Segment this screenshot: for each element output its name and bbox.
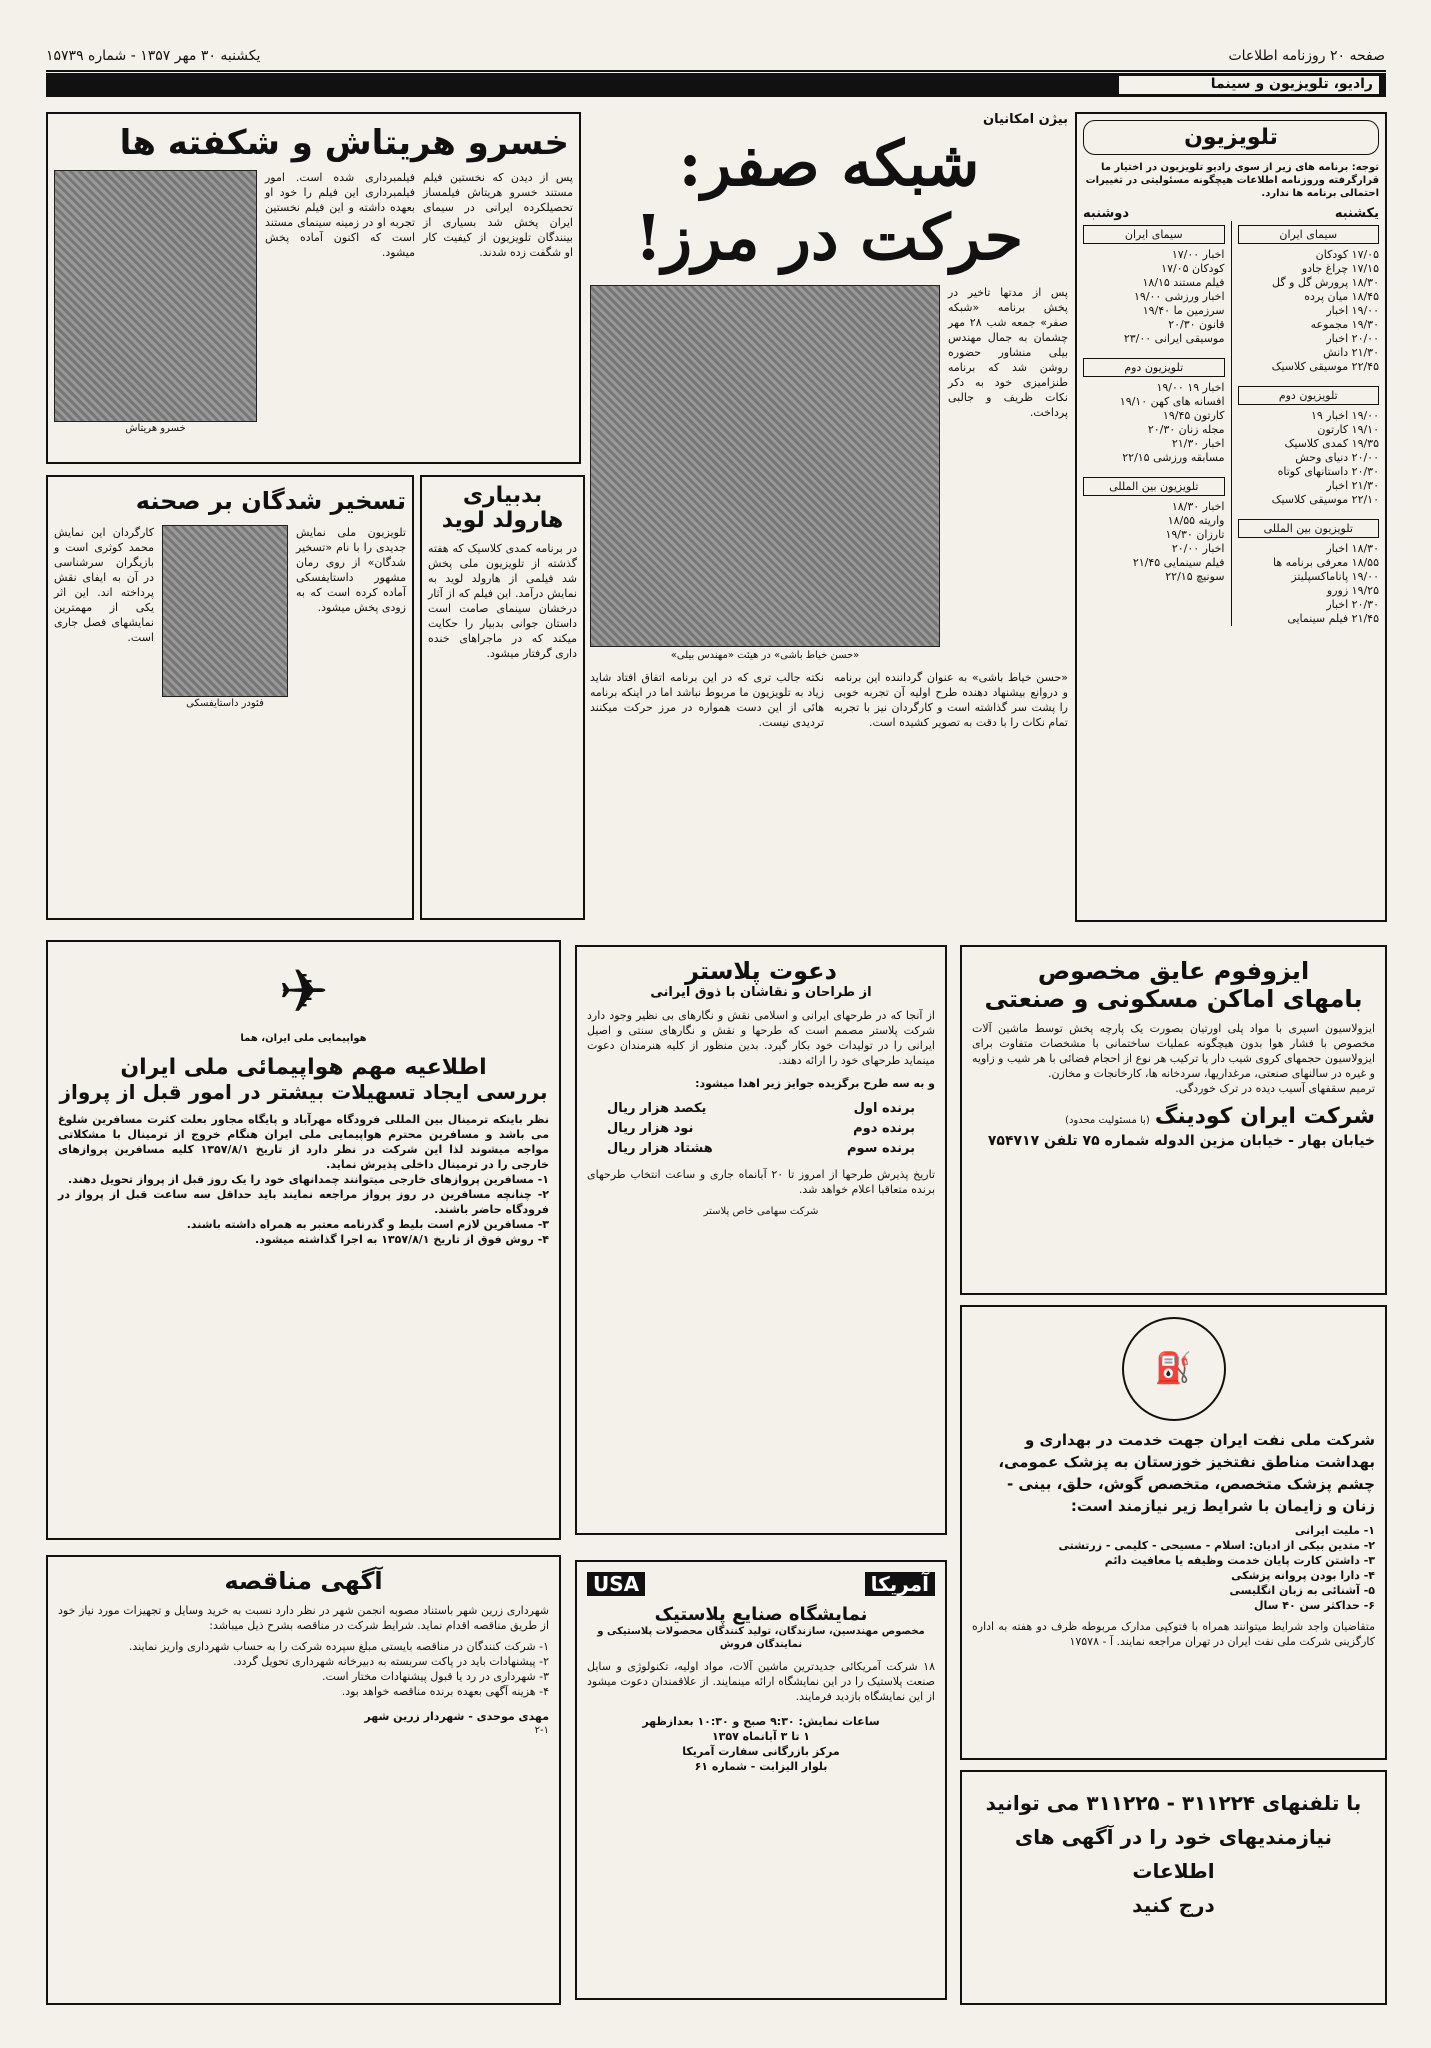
naft-footer: متقاضیان واجد شرایط میتوانند همراه با فتوکپی مدارک مربوطه ظرف دو هفته به اداره کارگزینی شرکت ملی نفت ایران در تهران مراجعه نمایند. آ - ۱۷۵۷۸ [972, 1620, 1375, 1648]
tv-program: ۲۲/۱۰ موسیقی کلاسیک [1271, 493, 1379, 506]
isofoam-address: خیابان بهار - خیابان مزین الدوله شماره ۷۵ تلفن ۷۵۴۷۱۷ [987, 1133, 1375, 1149]
tv-program: واریته ۱۸/۵۵ [1167, 514, 1225, 527]
tv-program: سونیچ ۲۲/۱۵ [1165, 570, 1225, 583]
monaqese-title: آگهی مناقصه [224, 1567, 383, 1595]
monaqese-code: ۲-۱ [534, 1725, 549, 1736]
tv-program: موسیقی ایرانی ۲۳/۰۰ [1123, 332, 1225, 345]
monaqese-items [58, 1639, 549, 1699]
isofoam-note: ترمیم سقفهای آسیب دیده در ترک خوردگی. [1175, 1082, 1375, 1095]
tv-program: ۱۸/۳۰ اخبار [1326, 542, 1379, 555]
khosrow-photo [54, 170, 257, 422]
tv-program: ۲۱/۳۰ دانش [1323, 346, 1379, 359]
masthead-rule [46, 70, 1386, 72]
tv-program: ۱۹/۳۵ کمدی کلاسیک [1284, 437, 1379, 450]
tv-list-sun-ch3 [1238, 542, 1380, 626]
usa-address: بلوار الیزابت - شماره ۶۱ [694, 1760, 828, 1773]
tv-list-sun-ch2 [1238, 409, 1380, 507]
tv-guide-title: تلویزیون [1083, 120, 1379, 155]
taskhir-article [46, 475, 414, 920]
isofoam-ad [960, 945, 1387, 1295]
tv-program: ۱۹/۱۰ کارتون [1317, 423, 1379, 436]
dawat-body: از آنجا که در طرحهای ایرانی و اسلامی نقش و نگارهای بی نظیر وجود دارد شرکت پلاستر مصمم است که طرحها و نقش و نگارهای سنتی و اصیل ایرانی را در تولیدات خود بکار گیرد. بدین منظور از کلیه هنرمندان دعوت مینماید طرحهای خود را ارائه دهند. [587, 1009, 935, 1067]
usa-body: ۱۸ شرکت آمریکائی جدیدترین ماشین آلات، مواد اولیه، تکنولوژی و سایل صنعت پلاستیک را در این نمایشگاه ارائه مینمایند. از علاقمندان دعوت میشود از این نمایشگاه بازدید فرمایند. [587, 1660, 935, 1703]
prize-row [607, 1139, 915, 1159]
tv-day-monday: دوشنبه [1083, 206, 1130, 221]
isofoam-company: شرکت ایران کودینگ [1154, 1104, 1375, 1129]
homa-logo-text: هواپیمایی ملی ایران، هما [240, 1033, 367, 1044]
naft-item: ۶- حداکثر سن ۴۰ سال [1253, 1599, 1375, 1612]
homa-item: ۲- چنانچه مسافرین در روز پرواز مراجعه نمایند باید حداقل سه ساعت قبل از پرواز در فرودگاه حاضر باشند. [58, 1188, 549, 1216]
tv-program: ۱۹/۳۰ مجموعه [1310, 318, 1379, 331]
naft-items [972, 1523, 1375, 1613]
haroldlloyd-headline-2: هارولد لوید [441, 508, 564, 533]
dawat-company: شرکت سهامی خاص پلاستر [703, 1206, 819, 1217]
naft-ad [960, 1305, 1387, 1760]
usa-place: مرکز بازرگانی سفارت آمریکا [682, 1745, 840, 1758]
tv-program: ۲۲/۴۵ موسیقی کلاسیک [1271, 360, 1379, 373]
haroldlloyd-article [420, 475, 585, 920]
haroldlloyd-headline-1: بدبیاری [462, 483, 543, 508]
prize-row [607, 1099, 915, 1119]
taskhir-body-1: تلویزیون ملی نمایش جدیدی را با نام «تسخیر شدگان» از روی رمان مشهور داستایفسکی آماده کرده است که به زودی پخش میشود. [296, 526, 406, 614]
shabake-body-1: پس از مدتها تاخیر در پخش برنامه «شبکه صفر» جمعه شب ۲۸ مهر چشمان به جمال مهندس بیلی منشاور حضوره روشن شد که برنامه طنزامیزی خود به دکر نکات ظریف و جالبی پرداخت. [948, 286, 1068, 419]
khosrow-headline: خسرو هریتاش و شکفته ها [119, 123, 569, 163]
naft-item: ۴- دارا بودن پروانه پزشکی [1231, 1569, 1375, 1582]
shabake-body-3: نکته جالب تری که در این برنامه اتفاق افتاد شاید زیاد به تلویزیون ما مربوط نباشد اما در اینکه برنامه هائی از این دست همواره در مرز حرکت میکنند تردیدی نیست. [590, 671, 824, 729]
isofoam-company-note: (با مسئولیت محدود) [1065, 1115, 1150, 1126]
tv-program: مسابقه ورزشی ۲۲/۱۵ [1122, 451, 1225, 464]
phones-line-2: نیازمندیهای خود را در آگهی های اطلاعات [1014, 1825, 1333, 1883]
isofoam-title-1: ایزوفوم عایق مخصوص [1037, 957, 1310, 985]
tv-program: ۱۸/۵۵ معرفی برنامه ها [1272, 556, 1379, 569]
tv-program: اخبار ۲۱/۳۰ [1171, 437, 1225, 450]
homa-item: ۳- مسافرین لازم است بلیط و گذرنامه معتبر به همراه داشته باشند. [186, 1218, 549, 1231]
tv-guide [1075, 112, 1387, 922]
isofoam-title-2: بامهای اماکن مسکونی و صنعتی [984, 985, 1363, 1013]
tv-program: ۱۷/۱۵ چراغ جادو [1301, 262, 1379, 275]
tv-program: اخبار ۱۹ ۱۹/۰۰ [1156, 381, 1225, 394]
tv-channel-label: تلویزیون بین المللی [1238, 519, 1380, 538]
tv-list-mon-ch1 [1083, 248, 1225, 346]
tv-program: ۲۱/۳۰ اخبار [1326, 479, 1379, 492]
shabake-photo-caption: «حسن خیاط باشی» در هیئت «مهندس بیلی» [670, 650, 860, 661]
phones-line-3: درج کنید [1132, 1893, 1215, 1917]
monaqese-item: ۱- شرکت کنندگان در مناقصه بایستی مبلغ سپرده شرکت را به حساب شهرداری واریز نمایند. [128, 1640, 549, 1653]
tv-program: ۱۷/۰۵ کودکان [1315, 248, 1379, 261]
tv-program: ۲۰/۳۰ اخبار [1326, 598, 1379, 611]
tv-program: ۲۰/۰۰ اخبار [1326, 332, 1379, 345]
tv-program: قانون ۲۰/۳۰ [1168, 318, 1225, 331]
monaqese-body: شهرداری زرین شهر باستناد مصوبه انجمن شهر در نظر دارد نسبت به خرید وسایل و تجهیزات مورد نیاز خود از طریق مناقصه اقدام نماید. شرایط شرکت در مناقصه بشرح ذیل میباشد: [58, 1604, 549, 1632]
prize-amount: هشتاد هزار ریال [607, 1141, 713, 1156]
usa-title: نمایشگاه صنایع پلاستیک [654, 1604, 868, 1625]
section-title: رادیو، تلویزیون و سینما [1119, 76, 1379, 94]
taskhir-photo [162, 525, 288, 697]
usa-ad [575, 1560, 947, 2000]
shabake-article [590, 112, 1068, 922]
naft-item: ۵- آشنائی به زبان انگلیسی [1229, 1584, 1375, 1597]
monaqese-item: ۲- پیشنهادات باید در پاکت سربسته به دبیرخانه شهرداری تحویل گردد. [233, 1655, 549, 1668]
tv-program: افسانه های کهن ۱۹/۱۰ [1119, 395, 1225, 408]
dawat-subtitle: از طراحان و نقاشان با ذوق ایرانی [650, 985, 872, 1000]
monaqese-item: ۴- هزینه آگهی بعهده برنده مناقصه خواهد بود. [341, 1685, 549, 1698]
naft-logo-icon: ⛽ [1122, 1317, 1226, 1421]
prize-amount: نود هزار ریال [607, 1121, 694, 1136]
taskhir-headline: تسخیر شدگان بر صحنه [135, 487, 406, 515]
tv-program: سرزمین ما ۱۹/۴۰ [1142, 304, 1225, 317]
tv-program: کارتون ۱۹/۴۵ [1162, 409, 1225, 422]
shabake-headline-2: حرکت در مرز! [634, 201, 1024, 274]
khosrow-article [46, 112, 581, 464]
tv-program: ۱۹/۰۰ پاناماکسپلیتز [1291, 570, 1379, 583]
monaqese-item: ۳- شهرداری در رد یا قبول پیشنهادات مختار است. [322, 1670, 549, 1683]
tv-program: فیلم سینمایی ۲۱/۴۵ [1132, 556, 1225, 569]
dawat-ad [575, 945, 947, 1535]
tv-program: اخبار ورزشی ۱۹/۰۰ [1134, 290, 1225, 303]
phones-line-1: با تلفنهای ۳۱۱۲۲۴ - ۳۱۱۲۲۵ می توانید [985, 1791, 1362, 1815]
shabake-body-2: «حسن خیاط باشی» به عنوان گرداننده این برنامه و دروانع بیشنهاد دهنده طرح اولیه آن تجربه خوبی را پشت سر گذاشته است و کارگردان نیز با تجربه تمام نکات را با دقت به تصویر کشیده است. [834, 671, 1068, 729]
usa-subtitle: مخصوص مهندسین، سازندگان، تولید کنندگان محصولات پلاستیکی و نمایندگان فروش [597, 1626, 925, 1650]
naft-title: شرکت ملی نفت ایران جهت خدمت در بهداری و بهداشت مناطق نفتخیز خوزستان به پزشک عمومی، چشم پزشک متخصص، متخصص گوش، حلق، بینی - زنان و زایمان با شرایط زیر نیازمند است: [998, 1431, 1375, 1515]
dawat-prizes-title: و به سه طرح برگزیده جوایز زیر اهدا میشود: [695, 1077, 935, 1090]
tv-program: اخبار ۱۸/۳۰ [1171, 500, 1225, 513]
homa-ad [46, 940, 561, 1540]
prize-label: برنده اول [853, 1101, 915, 1116]
shabake-photo [590, 285, 940, 647]
homa-body: نظر باینکه ترمینال بین المللی فرودگاه مهرآباد و پایگاه مجاور بعلت کثرت مسافرین شلوغ می باشد و مسافرین محترم هواپیمایی ملی ایران هنگام خروج از ترمینال با مشکلاتی مواجه میشوند لذا این شرکت در نظر دارد از تاریخ ۱۳۵۷/۸/۱ کلیه مسافرین پروازهای خارجی را در ترمینال داخلی پذیرش نماید. [58, 1113, 549, 1171]
dawat-footer: تاریخ پذیرش طرحها از امروز تا ۲۰ آبانماه جاری و ساعت انتخاب طرحهای برنده متعاقبا اعلام خواهد شد. [587, 1168, 936, 1196]
homa-subtitle: بررسی ایجاد تسهیلات بیشتر در امور قبل از پرواز [59, 1080, 548, 1104]
tv-day-sunday: یکشنبه [1334, 206, 1379, 221]
monaqese-signature: مهدی موحدی - شهردار زرین شهر [364, 1710, 549, 1723]
khosrow-body-1: پس از دیدن که نخستین فیلم مستند خسرو هریتاش فیلمساز تحصیلکرده ایرانی در سیمای ایران پخش شد بسیاری از بینندگان تلویزیون از کیفیت کار او شگفت زده شدند. [423, 171, 573, 259]
taskhir-photo-caption: فئودر داستایفسکی [186, 698, 264, 709]
haroldlloyd-body: در برنامه کمدی کلاسیک که هفته گذشته از تلویزیون ملی پخش شد فیلمی از هارولد لوید به نمایش درآمد. این فیلم که از آثار درخشان سینمای صامت است داستان جوانی بدبیار را حکایت میکند که در ماجراهای خنده داری گرفتار میشود. [428, 542, 577, 660]
tv-program: ۱۸/۳۰ پرورش گل و گل [1272, 276, 1379, 289]
tv-list-mon-ch3 [1083, 500, 1225, 584]
folio-left: یکشنبه ۳۰ مهر ۱۳۵۷ - شماره ۱۵۷۳۹ [46, 48, 261, 64]
dawat-prizes [607, 1099, 915, 1159]
usa-logo-left: USA [587, 1572, 645, 1596]
tv-program: ۱۸/۴۵ میان پرده [1304, 290, 1379, 303]
khosrow-body-2: فیلمبرداری شده است. امور فیلمبرداری این فیلم را خود او بعهده داشته و این فیلم نخستین تجربه او در زمینه سینمای مستند است که اکنون آماده پخش میشود. [265, 171, 415, 259]
tv-list-sun-ch1 [1238, 248, 1380, 374]
monaqese-ad [46, 1555, 561, 2005]
tv-list-mon-ch2 [1083, 381, 1225, 465]
tv-program: اخبار ۲۰/۰۰ [1171, 542, 1225, 555]
prize-amount: یکصد هزار ریال [607, 1101, 707, 1116]
tv-program: تارزان ۱۹/۳۰ [1165, 528, 1225, 541]
tv-channel-label: سیمای ایران [1083, 225, 1225, 244]
usa-hours: ساعات نمایش: ۹:۳۰ صبح و ۱۰:۳۰ بعدازظهر [642, 1715, 880, 1728]
naft-item: ۳- داشتن کارت پایان خدمت وظیفه یا معافیت دائم [1104, 1554, 1375, 1567]
tv-program: ۱۹/۲۵ زورو [1326, 584, 1379, 597]
homa-logo-icon: ✈ [278, 957, 329, 1027]
tv-channel-label: سیمای ایران [1238, 225, 1380, 244]
tv-program: ۱۹/۰۰ اخبار ۱۹ [1310, 409, 1379, 422]
prize-label: برنده دوم [853, 1121, 915, 1136]
shabake-headline-1: شبکه صفر: [678, 127, 980, 200]
dawat-title: دعوت پلاستر [685, 957, 837, 985]
tv-program: کودکان ۱۷/۰۵ [1161, 262, 1225, 275]
prize-row [607, 1119, 915, 1139]
prize-label: برنده سوم [846, 1141, 915, 1156]
tv-channel-label: تلویزیون دوم [1083, 358, 1225, 377]
naft-item: ۱- ملیت ایرانی [1294, 1524, 1375, 1537]
phones-ad [960, 1770, 1387, 2005]
tv-program: ۱۹/۰۰ اخبار [1326, 304, 1379, 317]
usa-logo-right: آمریکا [865, 1572, 935, 1596]
homa-item: ۴- روش فوق از تاریخ ۱۳۵۷/۸/۱ به اجرا گذاشته میشود. [255, 1233, 549, 1246]
tv-channel-label: تلویزیون دوم [1238, 386, 1380, 405]
tv-program: فیلم مستند ۱۸/۱۵ [1142, 276, 1225, 289]
isofoam-body: ایزولاسیون اسپری با مواد پلی اورتیان بصورت یک پارچه پخش توسط ماشین آلات مخصوص با فشار هوا بدون هیچگونه عملیات ساختمانی با مشخصات متفاوت برای ایزولاسیون حجمهای کروی شیب دار یا ترکیب هر نوع از احجام فضائی با هر شیب و زاویه و غیره در سالنهای صنعتی، مرغداریها، سردخانه ها، کارخانجات و مخازن. [972, 1022, 1375, 1080]
homa-items [58, 1172, 549, 1247]
homa-item: ۱- مسافرین پروازهای خارجی میتوانند چمدانهای خود را یک روز قبل از پرواز تحویل دهند. [68, 1173, 549, 1186]
tv-program: ۲۰/۳۰ داستانهای کوتاه [1277, 465, 1379, 478]
folio-right: صفحه ۲۰ روزنامه اطلاعات [1228, 48, 1385, 64]
tv-guide-note: توجه: برنامه های زیر از سوی رادیو تلویزیون در اختیار ما قرارگرفته وروزنامه اطلاعات هیچگونه مسئولیتی در تغییرات احتمالی برنامه ها ندارد. [1085, 162, 1379, 199]
tv-channel-label: تلویزیون بین المللی [1083, 477, 1225, 496]
taskhir-body-2: کارگردان این نمایش محمد کوثری است و بازیگران سرشناسی در آن به ایفای نقش پرداخته اند. این اثر یکی از مهمترین نمایشهای فصل جاری است. [54, 526, 154, 644]
naft-item: ۲- متدین بیکی از ادیان: اسلام - مسیحی - کلیمی - زرتشتی [1058, 1539, 1375, 1552]
tv-program: ۲۱/۴۵ فیلم سینمایی [1287, 612, 1379, 625]
usa-dates: ۱ تا ۳ آبانماه ۱۳۵۷ [711, 1730, 811, 1743]
tv-program: ۲۰/۰۰ دنیای وحش [1295, 451, 1379, 464]
tv-program: اخبار ۱۷/۰۰ [1171, 248, 1225, 261]
khosrow-photo-caption: خسرو هریتاش [125, 423, 186, 434]
homa-title: اطلاعیه مهم هواپیمائی ملی ایران [120, 1055, 487, 1080]
shabake-byline: بیژن امکانیان [982, 112, 1068, 127]
tv-program: مجله زنان ۲۰/۳۰ [1147, 423, 1225, 436]
